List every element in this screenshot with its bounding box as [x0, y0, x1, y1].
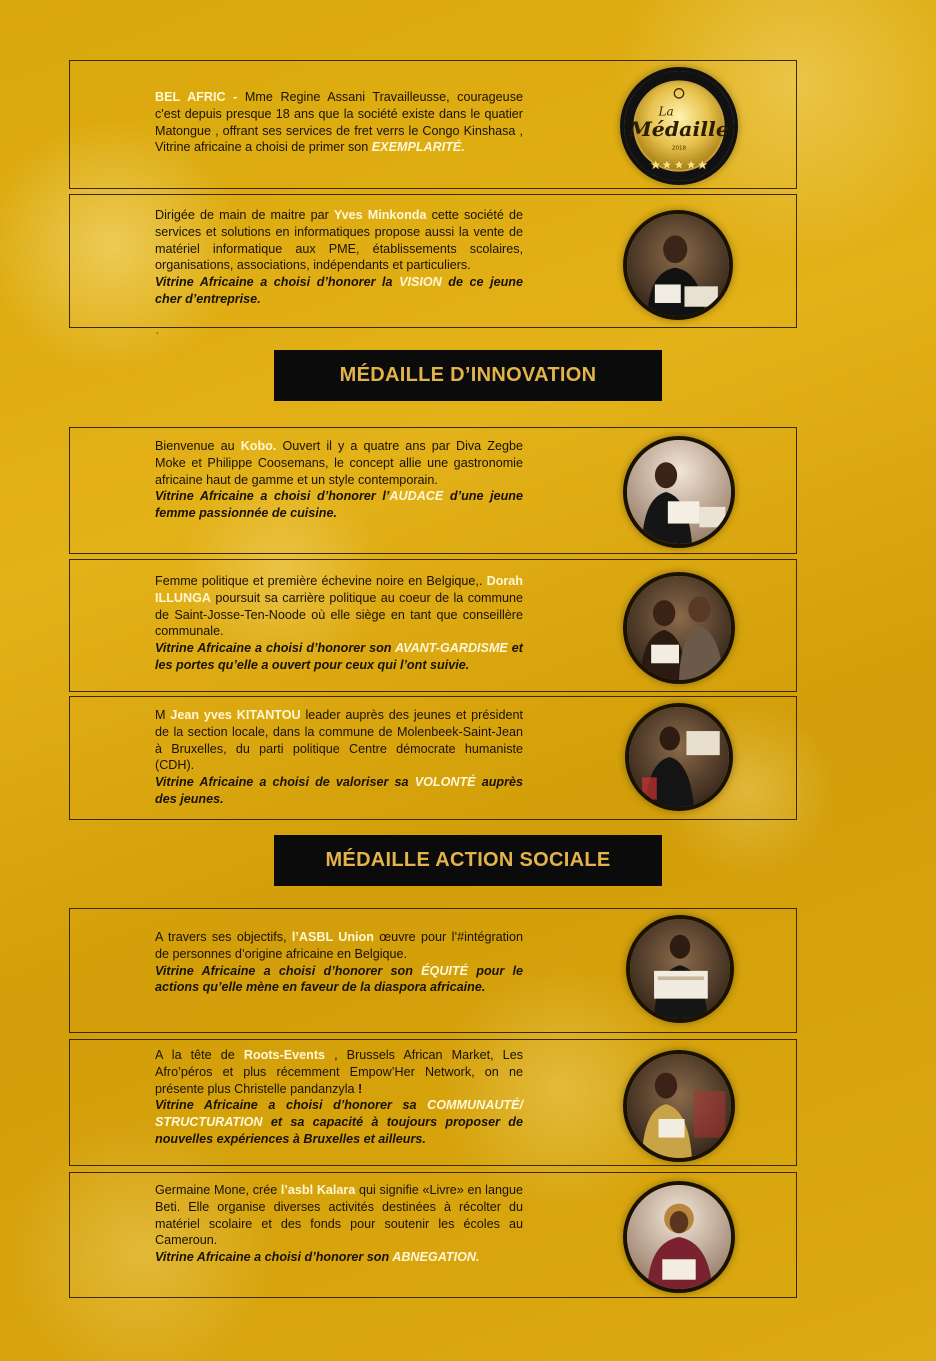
card-kobo	[69, 427, 797, 554]
honoree-name: Yves Minkonda	[333, 208, 427, 222]
card-intro: Femme politique et première échevine noire en Belgique,.	[155, 574, 487, 588]
card-asbl-union	[69, 908, 797, 1033]
award-statement: Vitrine Africaine a choisi d’honorer la	[155, 275, 400, 290]
honored-quality: AUDACE	[389, 489, 444, 504]
award-statement-end: pour le actions qu’elle mène en faveur de la diaspora africaine.	[155, 963, 523, 995]
award-statement: Vitrine Africaine a choisi d’honorer sa	[155, 1098, 428, 1113]
card-asbl-kalara	[69, 1172, 797, 1298]
card-intro: Bienvenue au	[155, 439, 241, 453]
honored-quality: VOLONTÉ	[414, 775, 476, 790]
stray-mark: ´	[156, 332, 160, 343]
card-body: œuvre pour l’#intégration de personnes d’origine africaine en Belgique.	[155, 930, 523, 961]
honoree-name: l’asbl Kalara	[280, 1183, 356, 1197]
honored-quality: ABNEGATION.	[392, 1250, 480, 1265]
honoree-name: l’ASBL Union	[291, 930, 374, 944]
award-statement: Vitrine Africaine a choisi de valoriser sa	[155, 775, 415, 790]
honoree-name: Jean yves KITANTOU	[170, 708, 301, 722]
card-text	[155, 573, 523, 674]
card-intro: A la tête de	[155, 1048, 244, 1062]
card-text	[155, 1182, 523, 1266]
honored-quality: AVANT-GARDISME	[394, 641, 508, 656]
card-intro: Germaine Mone, crée	[155, 1183, 281, 1197]
card-intro: M	[155, 708, 171, 722]
card-body: leader auprès des jeunes et président de la section locale, dans la commune de Molenbeek-Saint-Jean à Bruxelles, du parti politique Centre démocrate humaniste (CDH).	[155, 708, 523, 773]
honored-quality: COMMUNAUTÉ/ STRUCTURATION	[155, 1098, 523, 1130]
card-text	[155, 207, 523, 308]
award-statement-end: et les portes qu’elle a ouvert pour ceux qui l’ont suivie.	[155, 641, 523, 672]
medal-title: Médaille	[629, 117, 729, 142]
honored-quality: VISION	[399, 275, 442, 290]
card-roots-events	[69, 1039, 797, 1166]
medal-year: 2018	[671, 145, 687, 152]
honored-quality: EXEMPLARITÉ.	[371, 140, 465, 155]
card-dorah-illunga	[69, 559, 797, 692]
card-text	[155, 1047, 523, 1148]
honoree-photo	[623, 436, 735, 548]
card-yves-minkonda	[69, 194, 797, 328]
card-bel-afric	[69, 60, 797, 189]
honoree-photo	[623, 1181, 735, 1293]
award-statement-end: de ce jeune cher d’entreprise.	[155, 275, 523, 306]
award-statement-end: auprès des jeunes.	[155, 775, 523, 806]
honoree-photo	[623, 1050, 735, 1162]
banner-action-sociale: MÉDAILLE ACTION SOCIALE	[274, 835, 662, 886]
award-statement: Vitrine Africaine a choisi d’honorer l’	[155, 489, 390, 504]
award-statement-end: d’une jeune femme passionnée de cuisine.	[155, 489, 523, 521]
honoree-name: BEL AFRIC -	[155, 90, 245, 104]
card-text	[155, 438, 523, 522]
honoree-name: Dorah ILLUNGA	[155, 574, 523, 605]
card-intro: A travers ses objectifs,	[155, 930, 292, 944]
medal-script: La	[658, 104, 674, 119]
card-body: Ouvert il y a quatre ans par Diva Zegbe Moke et Philippe Coosemans, le concept allie une gastronomie africaine haut de gamme et un style contemporain.	[155, 439, 523, 487]
award-statement: Vitrine Africaine a choisi d’honorer son	[155, 963, 422, 978]
card-text	[155, 89, 523, 156]
award-statement: Vitrine Africaine a choisi d’honorer son	[155, 1250, 393, 1265]
award-statement-end: et sa capacité à toujours proposer de nouvelles expériences à Bruxelles et ailleurs.	[155, 1115, 523, 1146]
card-intro: Dirigée de main de maitre par	[155, 208, 334, 222]
card-body: Mme Regine Assani Travailleusse, courageuse c'est depuis presque 18 ans que la société existe dans le quatier Matongue , offrant ses services de fret verrs le Congo Kinshasa , Vitrine africaine a choisi de primer son	[155, 90, 523, 155]
honoree-name: Kobo.	[240, 439, 277, 453]
honoree-photo	[625, 703, 733, 811]
honored-quality: ÉQUITÉ	[421, 963, 469, 978]
award-statement: Vitrine Africaine a choisi d’honorer son	[155, 641, 395, 656]
honoree-photo	[626, 915, 734, 1023]
card-body: , Brussels African Market, Les Afro’péros et plus récemment Empow’Her Network, on ne présente plus Christelle pandanzyla	[155, 1048, 523, 1096]
card-text	[155, 707, 523, 808]
card-exclamation: !	[358, 1081, 363, 1096]
card-body: poursuit sa carrière politique au coeur de la commune de Saint-Josse-Ten-Noode où elle siège en tant que conseillère communale.	[155, 590, 523, 639]
card-jean-yves-kitantou	[69, 696, 797, 820]
card-text	[155, 929, 523, 996]
honoree-name: Roots-Events	[243, 1048, 326, 1062]
honoree-photo	[623, 572, 735, 684]
honoree-photo	[623, 210, 733, 320]
banner-innovation: MÉDAILLE D’INNOVATION	[274, 350, 662, 401]
card-body: cette société de services et solutions en informatiques propose aussi la vente de matériel informatique aux PME, établissements scolaires, organisations, associations, indépendants et particuliers.	[155, 208, 523, 273]
card-body: qui signifie «Livre» en langue Beti. Elle organise diverses activités destinées à récolter du matériel scolaire et des fonds pour soutenir les écoles au Cameroun.	[155, 1183, 524, 1248]
medal-logo	[620, 67, 738, 185]
